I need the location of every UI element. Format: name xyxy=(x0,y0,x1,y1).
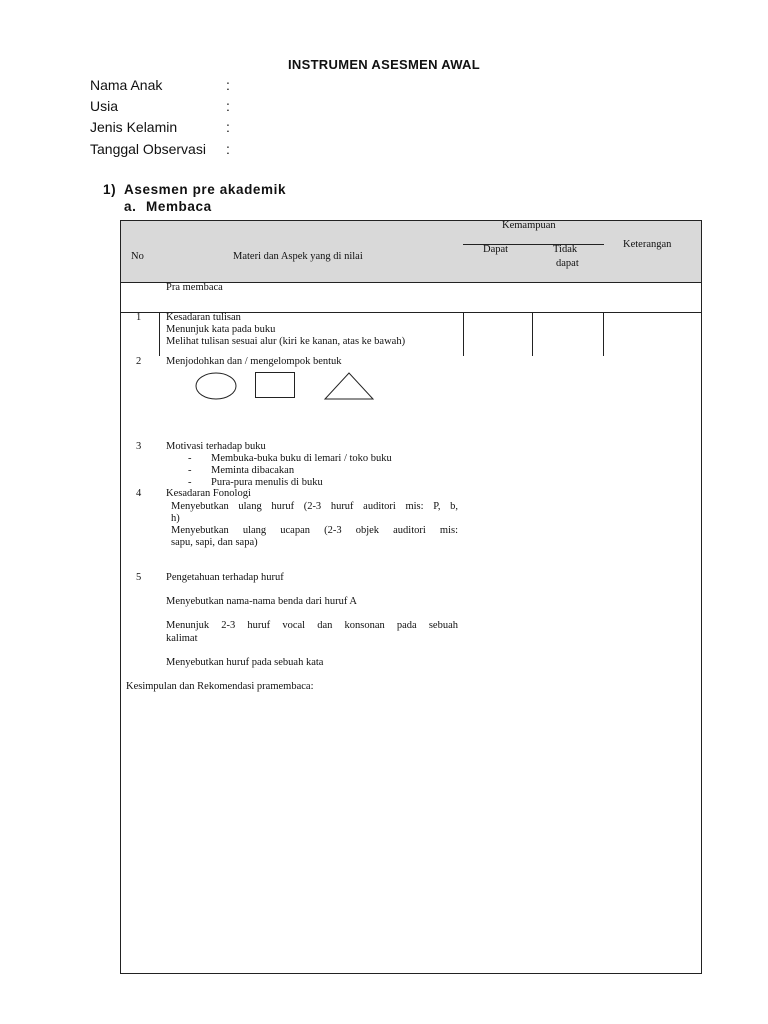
item-text: sapu, sapi, dan sapa) xyxy=(171,537,258,548)
field-colon: : xyxy=(226,98,230,114)
subsection-heading: Membaca xyxy=(146,199,212,214)
document-title: INSTRUMEN ASESMEN AWAL xyxy=(288,57,480,72)
bullet-text: Membuka-buka buku di lemari / toko buku xyxy=(211,453,392,464)
item-text: kalimat xyxy=(166,633,198,644)
item-text: Kesadaran tulisan xyxy=(166,312,241,323)
bullet-text: Meminta dibacakan xyxy=(211,465,295,476)
column-line xyxy=(603,312,604,356)
field-label-usia: Usia xyxy=(90,98,119,114)
field-colon: : xyxy=(226,141,230,157)
column-line xyxy=(159,312,160,356)
square-shape xyxy=(256,373,295,398)
header-dapat: Dapat xyxy=(483,244,509,255)
item-text: Menjodohkan dan / mengelompok bentuk xyxy=(166,356,342,367)
item-text: Motivasi terhadap buku xyxy=(166,441,266,452)
field-colon: : xyxy=(226,77,230,93)
section-number: 1) xyxy=(103,182,117,197)
item-text: Menunjuk 2-3 huruf vocal dan konsonan pada sebuah xyxy=(166,620,458,631)
header-materi: Materi dan Aspek yang di nilai xyxy=(233,251,363,262)
bullet-dash: - xyxy=(188,477,192,488)
header-dapat-2: dapat xyxy=(556,258,579,269)
item-text: Menyebutkan nama-nama benda dari huruf A xyxy=(166,596,357,607)
pra-membaca-label: Pra membaca xyxy=(166,282,223,293)
kesimpulan-label: Kesimpulan dan Rekomendasi pramembaca: xyxy=(126,681,314,692)
item-number: 1 xyxy=(136,312,142,323)
header-keterangan: Keterangan xyxy=(623,239,672,250)
item-text: Pengetahuan terhadap huruf xyxy=(166,572,284,583)
item-text: h) xyxy=(171,513,180,524)
item-number: 2 xyxy=(136,356,142,367)
circle-shape xyxy=(196,373,236,399)
header-tidak: Tidak xyxy=(553,244,578,255)
field-label-jenis-kelamin: Jenis Kelamin xyxy=(90,119,178,135)
column-line xyxy=(463,312,464,356)
header-no: No xyxy=(131,251,144,262)
field-label-tanggal-observasi: Tanggal Observasi xyxy=(90,141,206,157)
shapes-illustration xyxy=(190,368,380,404)
item-text: Melihat tulisan sesuai alur (kiri ke kanan, atas ke bawah) xyxy=(166,336,406,347)
item-text: Menyebutkan ulang ucapan (2-3 objek auditori mis: xyxy=(171,525,458,536)
bullet-text: Pura-pura menulis di buku xyxy=(211,477,323,488)
item-text: Menyebutkan ulang huruf (2-3 huruf auditori mis: P, b, xyxy=(171,501,458,512)
item-text: Kesadaran Fonologi xyxy=(166,488,251,499)
field-colon: : xyxy=(226,119,230,135)
item-text: Menunjuk kata pada buku xyxy=(166,324,276,335)
bullet-dash: - xyxy=(188,465,192,476)
section-heading: Asesmen pre akademik xyxy=(124,182,287,197)
item-number: 3 xyxy=(136,441,142,452)
item-number: 5 xyxy=(136,572,142,583)
header-kemampuan: Kemampuan xyxy=(502,220,556,231)
field-label-nama-anak: Nama Anak xyxy=(90,77,163,93)
item-text: Menyebutkan huruf pada sebuah kata xyxy=(166,657,324,668)
triangle-shape xyxy=(325,373,373,399)
item-number: 4 xyxy=(136,488,142,499)
subsection-letter: a. xyxy=(124,199,137,214)
bullet-dash: - xyxy=(188,453,192,464)
column-line xyxy=(532,312,533,356)
